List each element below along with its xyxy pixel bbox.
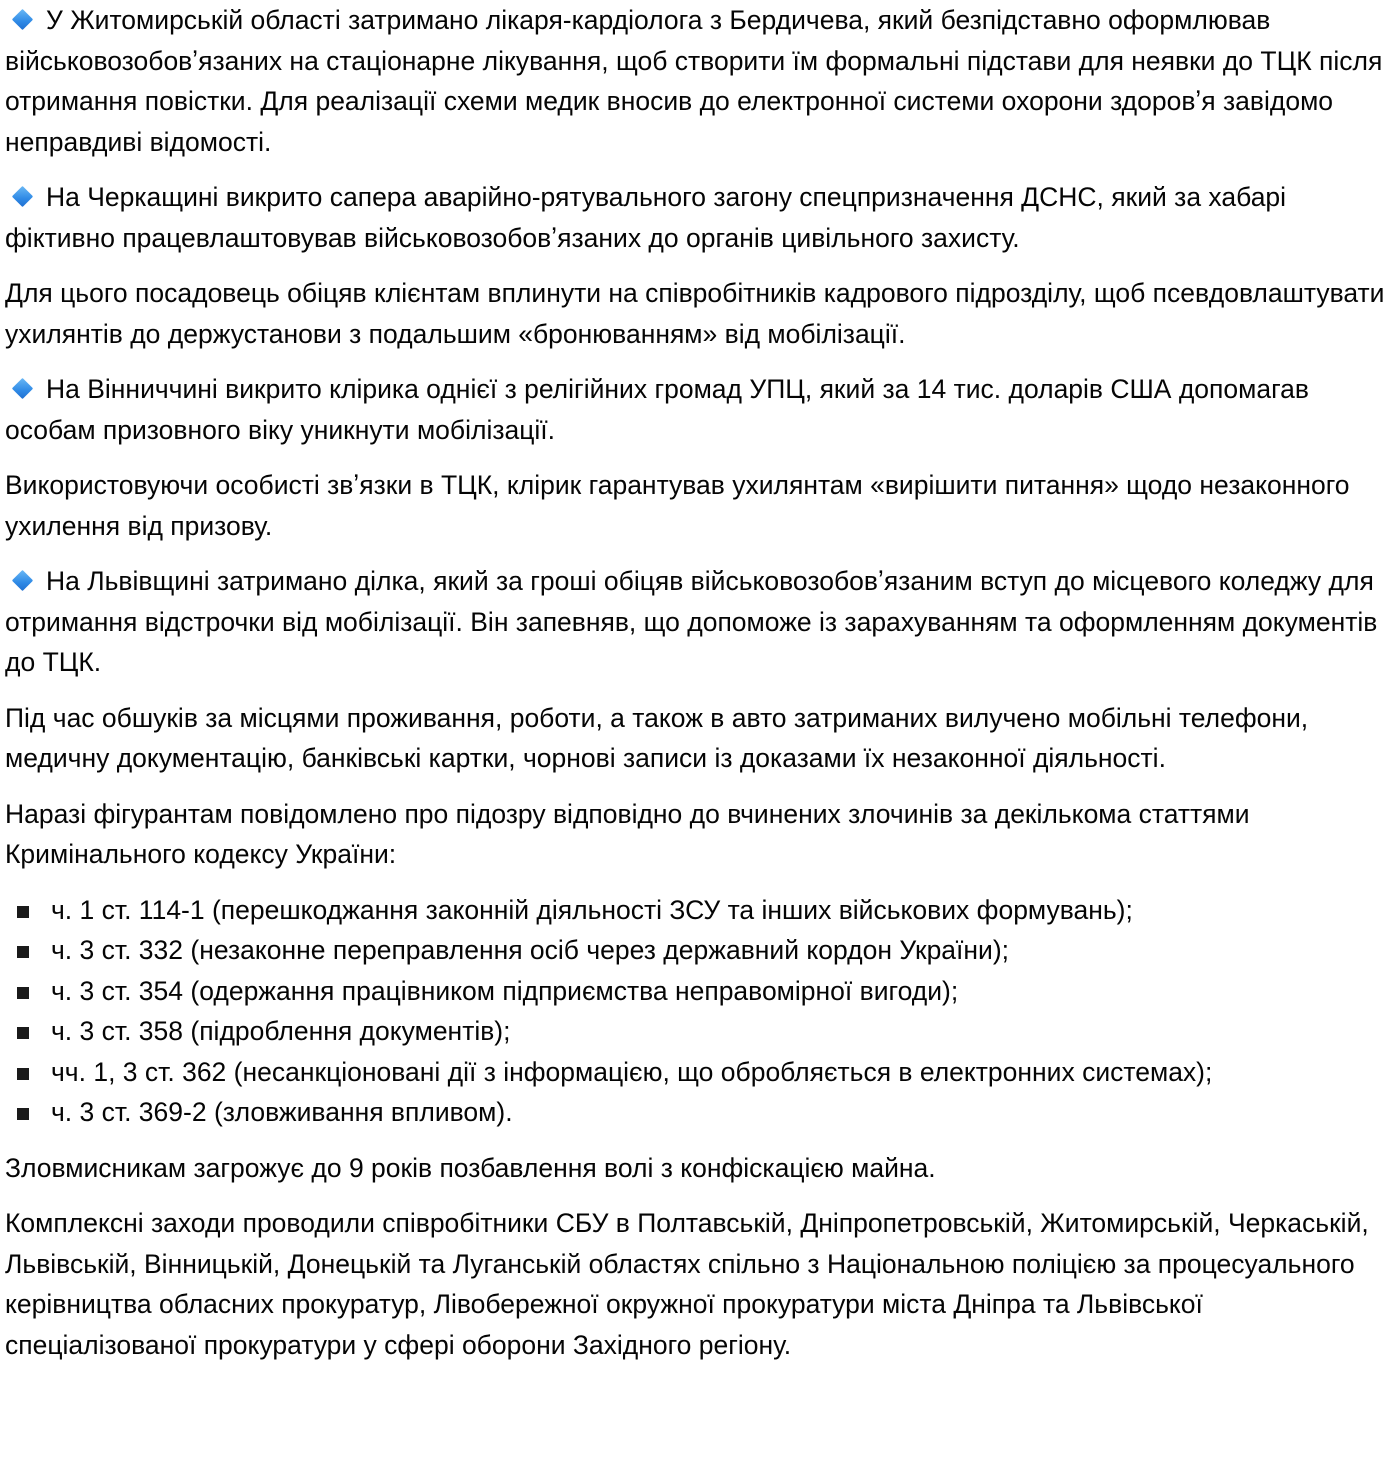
criminal-code-articles-list — [5, 890, 1390, 1133]
square-bullet-icon — [17, 1068, 29, 1080]
square-bullet-icon — [17, 906, 29, 918]
paragraph-text: Використовуючи особисті звʼязки в ТЦК, клірик гарантував ухилянтам «вирішити питання» щодо незаконного ухилення від призову. — [5, 470, 1350, 541]
square-bullet-icon — [17, 946, 29, 958]
paragraph-suspicion — [5, 794, 1390, 875]
paragraph-cherkasy — [5, 177, 1390, 258]
list-item-text: ч. 3 ст. 369-2 (зловживання впливом). — [51, 1097, 513, 1127]
list-item-text: ч. 3 ст. 358 (підроблення документів); — [51, 1016, 511, 1046]
blue-diamond-icon — [12, 378, 33, 399]
square-bullet-icon — [17, 1108, 29, 1120]
list-item-text: чч. 1, 3 ст. 362 (несанкціоновані дії з інформацією, що обробляється в електронних системах); — [51, 1056, 1213, 1087]
paragraph-vinnytsia — [5, 369, 1390, 450]
list-item — [5, 930, 1390, 971]
paragraph-searches — [5, 698, 1390, 779]
paragraph-text: На Черкащині викрито сапера аварійно-рятувального загону спецпризначення ДСНС, який за хабарі фіктивно працевлаштовував військовозобовʼязаних до органів цивільного захисту. — [5, 182, 1287, 253]
list-item-text: ч. 3 ст. 354 (одержання працівником підприємства неправомірної вигоди); — [51, 975, 959, 1006]
square-bullet-icon — [17, 1027, 29, 1039]
list-item — [5, 1092, 1390, 1133]
post-text — [5, 0, 1390, 1380]
blue-diamond-icon — [12, 186, 33, 207]
paragraph-cherkasy-details — [5, 273, 1390, 354]
list-item-text: ч. 1 ст. 114-1 (перешкоджання законній діяльності ЗСУ та інших військових формувань); — [51, 894, 1133, 925]
paragraph-penalty — [5, 1148, 1390, 1189]
paragraph-text: Під час обшуків за місцями проживання, роботи, а також в авто затриманих вилучено мобільні телефони, медичну документацію, банківські картки, чорнові записи із доказами їх незаконної діяльності. — [5, 702, 1309, 773]
list-item — [5, 890, 1390, 931]
blue-diamond-icon — [12, 570, 33, 591]
paragraph-text: Комплексні заходи проводили співробітники СБУ в Полтавській, Дніпропетровській, Житомирській, Черкаській, Львівській, Вінницькій, Донецькій та Луганській областях спільно з Національною поліцією за процесуального керівництва обласних прокуратур, Лівобережної окружної прокуратури міста Дніпра та Львівської спеціалізованої прокуратури у сфері оборони Західного регіону. — [5, 1208, 1369, 1360]
paragraph-text: Для цього посадовець обіцяв клієнтам вплинути на співробітників кадрового підрозділу, щоб псевдовлаштувати ухилянтів до держустанови з подальшим «бронюванням» від мобілізації. — [5, 278, 1385, 349]
paragraph-text: Наразі фігурантам повідомлено про підозру відповідно до вчинених злочинів за декількома статтями Кримінального кодексу України: — [5, 798, 1250, 869]
paragraph-text: Зловмисникам загрожує до 9 років позбавлення волі з конфіскацією майна. — [5, 1152, 936, 1183]
paragraph-agencies — [5, 1203, 1390, 1365]
list-item-text: ч. 3 ст. 332 (незаконне переправлення осіб через державний кордон України); — [51, 935, 1010, 965]
paragraph-text: На Вінниччині викрито клірика однієї з релігійних громад УПЦ, який за 14 тис. доларів США допомагав особам призовного віку уникнути мобілізації. — [5, 374, 1309, 445]
paragraph-text: У Житомирській області затримано лікаря-кардіолога з Бердичева, який безпідставно оформлював військовозобовʼязаних на стаціонарне лікування, щоб створити їм формальні підстави для неявки до ТЦК після отримання повістки. Для реалізації схеми медик вносив до електронної системи охорони здоровʼя завідомо неправдиві відомості. — [5, 5, 1383, 157]
paragraph-vinnytsia-details — [5, 465, 1390, 546]
blue-diamond-icon — [12, 9, 33, 30]
paragraph-text: На Львівщині затримано ділка, який за гроші обіцяв військовозобовʼязаним вступ до місцевого коледжу для отримання відстрочки від мобілізації. Він запевняв, що допоможе із зарахуванням та оформленням документів до ТЦК. — [5, 566, 1378, 677]
list-item — [5, 971, 1390, 1012]
paragraph-zhytomyr — [5, 0, 1390, 162]
square-bullet-icon — [17, 987, 29, 999]
paragraph-lviv — [5, 561, 1390, 683]
list-item — [5, 1052, 1390, 1093]
list-item — [5, 1011, 1390, 1052]
